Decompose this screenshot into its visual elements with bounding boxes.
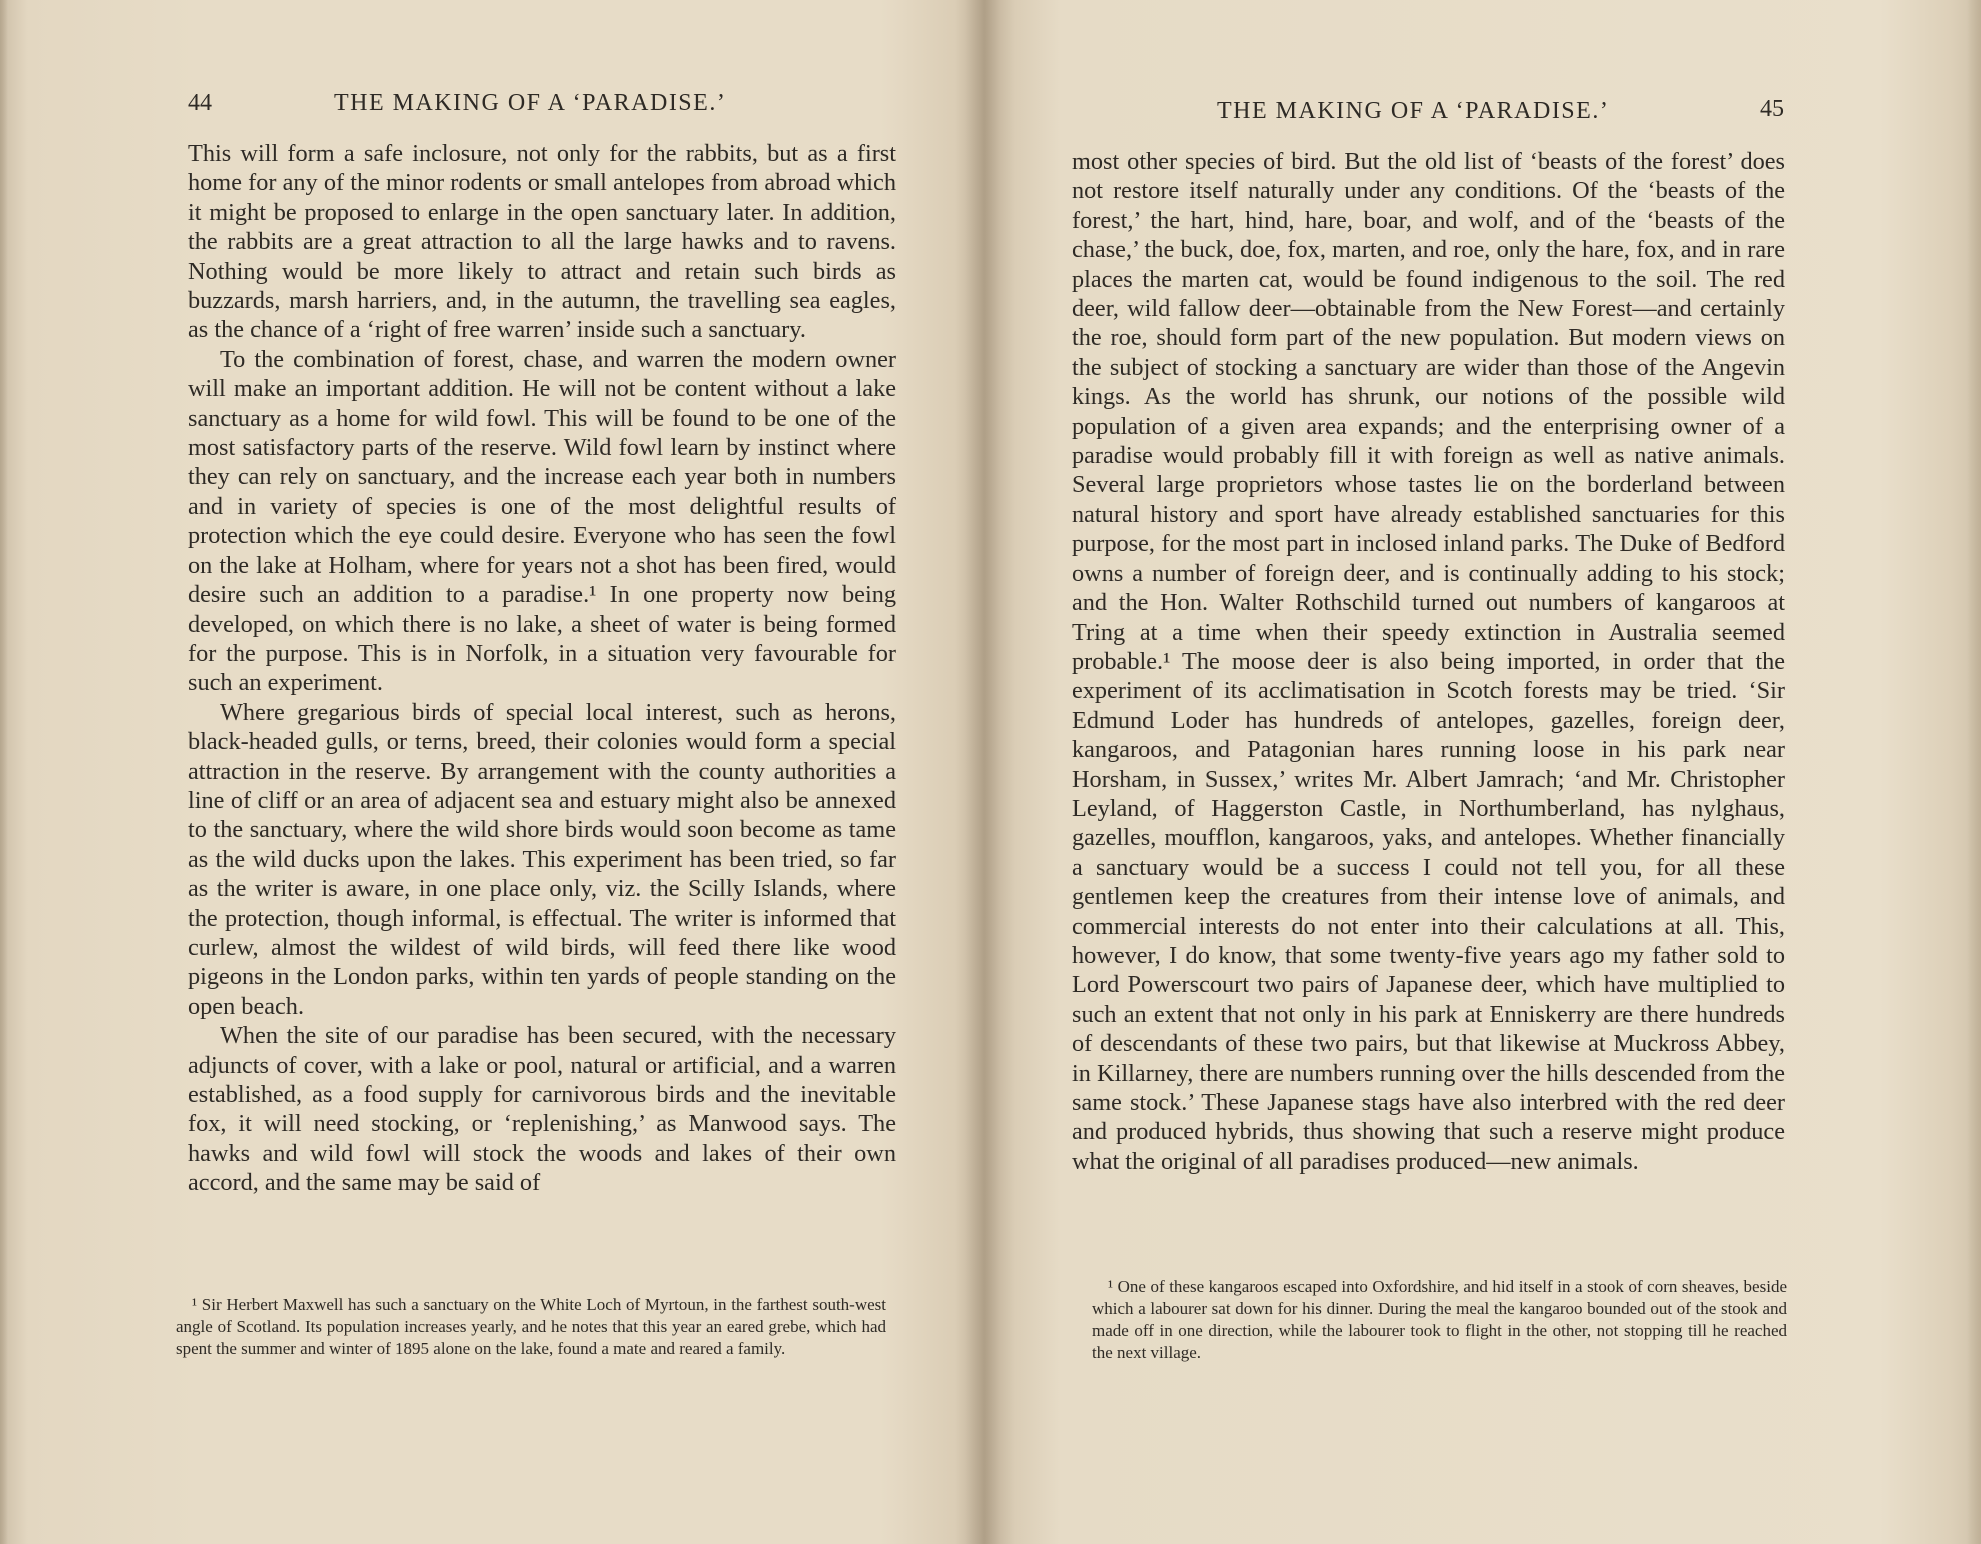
right-page	[985, 0, 1981, 1544]
right-footnote-text: ¹ One of these kangaroos escaped into Oxfordshire, and hid itself in a stook of corn sheaves, beside which a labourer sat down for his dinner. During the meal the kangaroo bounded out of the stook and made off in one direction, while the labourer took to flight in the other, not stopping till he reached the next village.	[1092, 1277, 1787, 1362]
page-number-left: 44	[188, 90, 212, 116]
left-paragraph-1: This will form a safe inclosure, not only for the rabbits, but as a first home for any of the minor rodents or small antelopes from abroad which it might be proposed to enlarge in the open sanctuary later. In addition, the rabbits are a great attraction to all the large hawks and to ravens. Nothing would be more likely to attract and retain such birds as buzzards, marsh harriers, and, in the autumn, the travelling sea eagles, as the chance of a ‘right of free warren’ inside such a sanctuary.	[188, 140, 896, 344]
left-paragraph-2: To the combination of forest, chase, and warren the modern owner will make an important addition. He will not be content without a lake sanctuary as a home for wild fowl. This will be found to be one of the most satisfactory parts of the reserve. Wild fowl learn by instinct where they can rely on sanctuary, and the increase each year both in numbers and in variety of species is one of the most delightful results of protection which the eye could desire. Everyone who has seen the fowl on the lake at Holham, where for years not a shot has been fired, would desire such an addition to a paradise.¹ In one property now being developed, on which there is no lake, a sheet of water is being formed for the purpose. This is in Norfolk, in a situation very favourable for such an experiment.	[188, 345, 896, 697]
left-body-text	[188, 139, 896, 1198]
page-number-right: 45	[1760, 96, 1784, 122]
running-head-left: THE MAKING OF A ‘PARADISE.’	[334, 90, 727, 116]
page-edge-right	[1967, 0, 1981, 1544]
running-head-right: THE MAKING OF A ‘PARADISE.’	[1217, 98, 1610, 124]
right-paragraph-1: most other species of bird. But the old list of ‘beasts of the forest’ does not restore itself naturally under any conditions. Of the ‘beasts of the forest,’ the hart, hind, hare, boar, and wolf, and of the ‘beasts of the chase,’ the buck, doe, fox, marten, and roe, only the hare, fox, and in rare places the marten cat, would be found indigenous to the soil. The red deer, wild fallow deer—obtainable from the New Forest—and certainly the roe, should form part of the new population. But modern views on the subject of stocking a sanctuary are wider than those of the Angevin kings. As the world has shrunk, our notions of the possible wild population of a given area expands; and the enterprising owner of a paradise would probably fill it with foreign as well as native animals. Several large proprietors whose tastes lie on the borderland between natural history and sport have already established sanctuaries for this purpose, for the most part in inclosed inland parks. The Duke of Bedford owns a number of foreign deer, and is continually adding to his stock; and the Hon. Walter Rothschild turned out numbers of kangaroos at Tring at a time when their speedy extinction in Australia seemed probable.¹ The moose deer is also being imported, in order that the experiment of its acclimatisation in Scotch forests may be tried. ‘Sir Edmund Loder has hundreds of antelopes, gazelles, foreign deer, kangaroos, and Patagonian hares running loose in his park near Horsham, in Sussex,’ writes Mr. Albert Jamrach; ‘and Mr. Christopher Leyland, of Haggerston Castle, in Northumberland, has nylghaus, gazelles, moufflon, kangaroos, yaks, and antelopes. Whether financially a sanctuary would be a success I could not tell you, for all these gentlemen keep the creatures from their intense love of animals, and commercial interests do not enter into their calculations at all. This, however, I do know, that some twenty-five years ago my father sold to Lord Powerscourt two pairs of Japanese deer, which have multiplied to such an extent that not only in his park at Enniskerry are there hundreds of descendants of these two pairs, but that likewise at Muckross Abbey, in Killarney, there are numbers running over the hills descended from the same stock.’ These Japanese stags have also interbred with the red deer and produced hybrids, thus showing that such a reserve might produce what the original of all paradises produced—new animals.	[1072, 148, 1785, 1175]
left-footnote	[176, 1294, 886, 1360]
left-paragraph-4: When the site of our paradise has been secured, with the necessary adjuncts of cover, with a lake or pool, natural or artificial, and a warren established, as a food supply for carnivorous birds and the inevitable fox, it will need stocking, or ‘replenishing,’ as Manwood says. The hawks and wild fowl will stock the woods and lakes of their own accord, and the same may be said of	[188, 1022, 896, 1197]
right-body-text	[1072, 147, 1785, 1176]
right-footnote	[1092, 1276, 1787, 1364]
left-paragraph-3: Where gregarious birds of special local interest, such as herons, black-headed gulls, or terns, breed, their colonies would form a special attraction in the reserve. By arrangement with the county authorities a line of cliff or an area of adjacent sea and estuary might also be annexed to the sanctuary, where the wild shore birds would soon become as tame as the wild ducks upon the lakes. This experiment has been tried, so far as the writer is aware, in one place only, viz. the Scilly Islands, where the protection, though informal, is effectual. The writer is informed that curlew, almost the wildest of wild birds, will feed there like wood pigeons in the London parks, within ten yards of people standing on the open beach.	[188, 698, 896, 1020]
left-footnote-text: ¹ Sir Herbert Maxwell has such a sanctuary on the White Loch of Myrtoun, in the farthest south-west angle of Scotland. Its population increases yearly, and he notes that this year an eared grebe, which had spent the summer and winter of 1895 alone on the lake, found a mate and reared a family.	[176, 1295, 886, 1358]
left-page	[0, 0, 985, 1544]
